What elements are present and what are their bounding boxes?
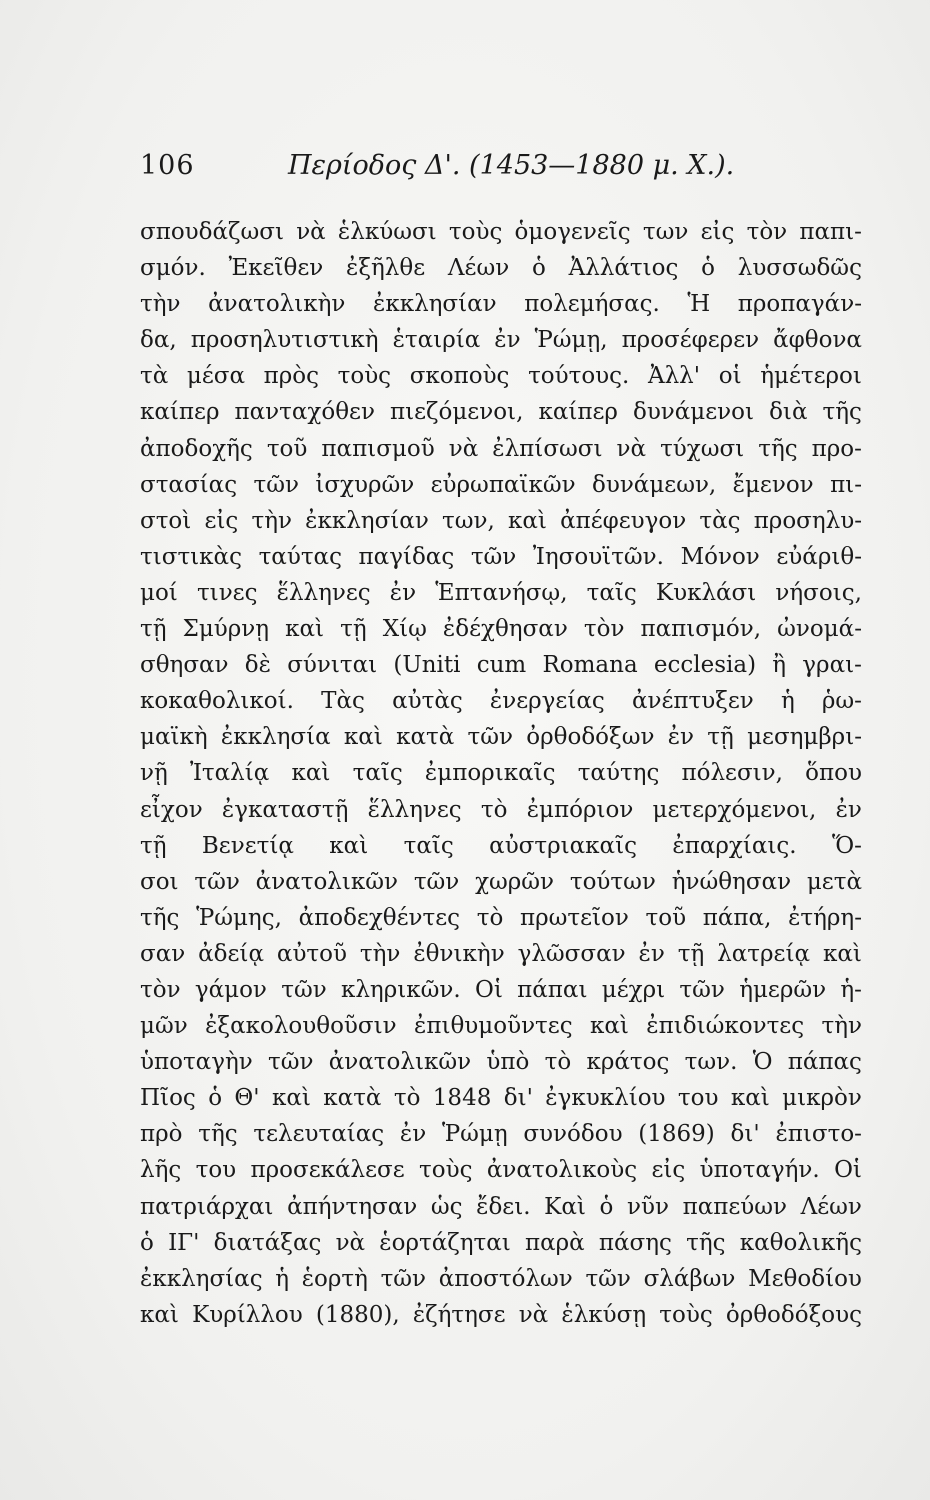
text-line: τῇ Σμύρνῃ καὶ τῇ Χίῳ ἐδέχθησαν τὸν παπισμόν, ὠνομά- — [140, 616, 862, 643]
body-text — [140, 214, 862, 1333]
text-line: δα, προσηλυτιστικὴ ἑταιρία ἐν Ῥώμῃ, προσέφερεν ἄφθονα — [140, 327, 862, 354]
text-line: σμόν. Ἐκεῖθεν ἐξῆλθε Λέων ὁ Ἀλλάτιος ὁ λυσσωδῶς — [140, 255, 862, 282]
text-line: καὶ Κυρίλλου (1880), ἐζήτησε νὰ ἑλκύσῃ τοὺς ὀρθοδόξους — [140, 1301, 862, 1328]
text-line: στοὶ εἰς τὴν ἐκκλησίαν των, καὶ ἀπέφευγον τὰς προσηλυ- — [140, 507, 862, 534]
text-line: σαν ἀδείᾳ αὐτοῦ τὴν ἐθνικὴν γλῶσσαν ἐν τῇ λατρείᾳ καὶ — [140, 940, 862, 967]
text-line: μοί τινες ἕλληνες ἐν Ἑπτανήσῳ, ταῖς Κυκλάσι νήσοις, — [140, 579, 862, 606]
text-line: πατριάρχαι ἀπήντησαν ὡς ἔδει. Καὶ ὁ νῦν παπεύων Λέων — [140, 1193, 862, 1220]
text-line: τῇ Βενετίᾳ καὶ ταῖς αὐστριακαῖς ἐπαρχίαις. Ὅ- — [140, 832, 862, 859]
text-line: τῆς Ῥώμης, ἀποδεχθέντες τὸ πρωτεῖον τοῦ πάπα, ἐτήρη- — [140, 904, 862, 931]
text-line: τὰ μέσα πρὸς τοὺς σκοποὺς τούτους. Ἀλλ' οἱ ἡμέτεροι — [140, 363, 862, 390]
page-header — [140, 150, 860, 184]
text-line: ἐκκλησίας ἡ ἑορτὴ τῶν ἀποστόλων τῶν σλάβων Μεθοδίου — [140, 1265, 862, 1292]
text-line: μαϊκὴ ἐκκλησία καὶ κατὰ τῶν ὀρθοδόξων ἐν τῇ μεσημβρι- — [140, 724, 862, 751]
text-line: λῆς του προσεκάλεσε τοὺς ἀνατολικοὺς εἰς ὑποταγήν. Οἱ — [140, 1157, 862, 1184]
text-line: εἶχον ἐγκαταστῇ ἕλληνες τὸ ἐμπόριον μετερχόμενοι, ἐν — [140, 796, 862, 823]
text-line: τιστικὰς ταύτας παγίδας τῶν Ἰησουϊτῶν. Μόνον εὐάριθ- — [140, 543, 862, 570]
text-line: στασίας τῶν ἰσχυρῶν εὐρωπαϊκῶν δυνάμεων, ἔμενον πι- — [140, 471, 862, 498]
text-line: σοι τῶν ἀνατολικῶν τῶν χωρῶν τούτων ἡνώθησαν μετὰ — [140, 868, 862, 895]
text-line: ἀποδοχῆς τοῦ παπισμοῦ νὰ ἐλπίσωσι νὰ τύχωσι τῆς προ- — [140, 435, 862, 462]
text-line: κοκαθολικοί. Τὰς αὐτὰς ἐνεργείας ἀνέπτυξεν ἡ ῥω- — [140, 688, 862, 715]
text-line: τὸν γάμον τῶν κληρικῶν. Οἱ πάπαι μέχρι τῶν ἡμερῶν ἡ- — [140, 976, 862, 1003]
text-line: πρὸ τῆς τελευταίας ἐν Ῥώμῃ συνόδου (1869) δι' ἐπιστο- — [140, 1121, 862, 1148]
text-line: σπουδάζωσι νὰ ἑλκύωσι τοὺς ὁμογενεῖς των εἰς τὸν παπι- — [140, 219, 862, 245]
text-line: καίπερ πανταχόθεν πιεζόμενοι, καίπερ δυνάμενοι διὰ τῆς — [140, 399, 862, 426]
text-line: νῇ Ἰταλίᾳ καὶ ταῖς ἐμπορικαῖς ταύτης πόλεσιν, ὅπου — [140, 760, 862, 787]
running-head: Περίοδος Δ'. (1453—1880 μ. Χ.). — [288, 150, 735, 181]
text-line: ὁ ΙΓ' διατάξας νὰ ἑορτάζηται παρὰ πάσης τῆς καθολικῆς — [140, 1229, 862, 1256]
text-line: ὑποταγὴν τῶν ἀνατολικῶν ὑπὸ τὸ κράτος των. Ὁ πάπας — [140, 1049, 862, 1076]
text-line: μῶν ἐξακολουθοῦσιν ἐπιθυμοῦντες καὶ ἐπιδιώκοντες τὴν — [140, 1013, 862, 1040]
text-line: Πῖος ὁ Θ' καὶ κατὰ τὸ 1848 δι' ἐγκυκλίου του καὶ μικρὸν — [140, 1085, 862, 1112]
page-number: 106 — [140, 150, 195, 181]
text-line: σθησαν δὲ σύνιται (Uniti cum Romana ecclesia) ἢ γραι- — [140, 652, 862, 679]
text-line: τὴν ἀνατολικὴν ἐκκλησίαν πολεμήσας. Ἡ προπαγάν- — [140, 291, 862, 318]
